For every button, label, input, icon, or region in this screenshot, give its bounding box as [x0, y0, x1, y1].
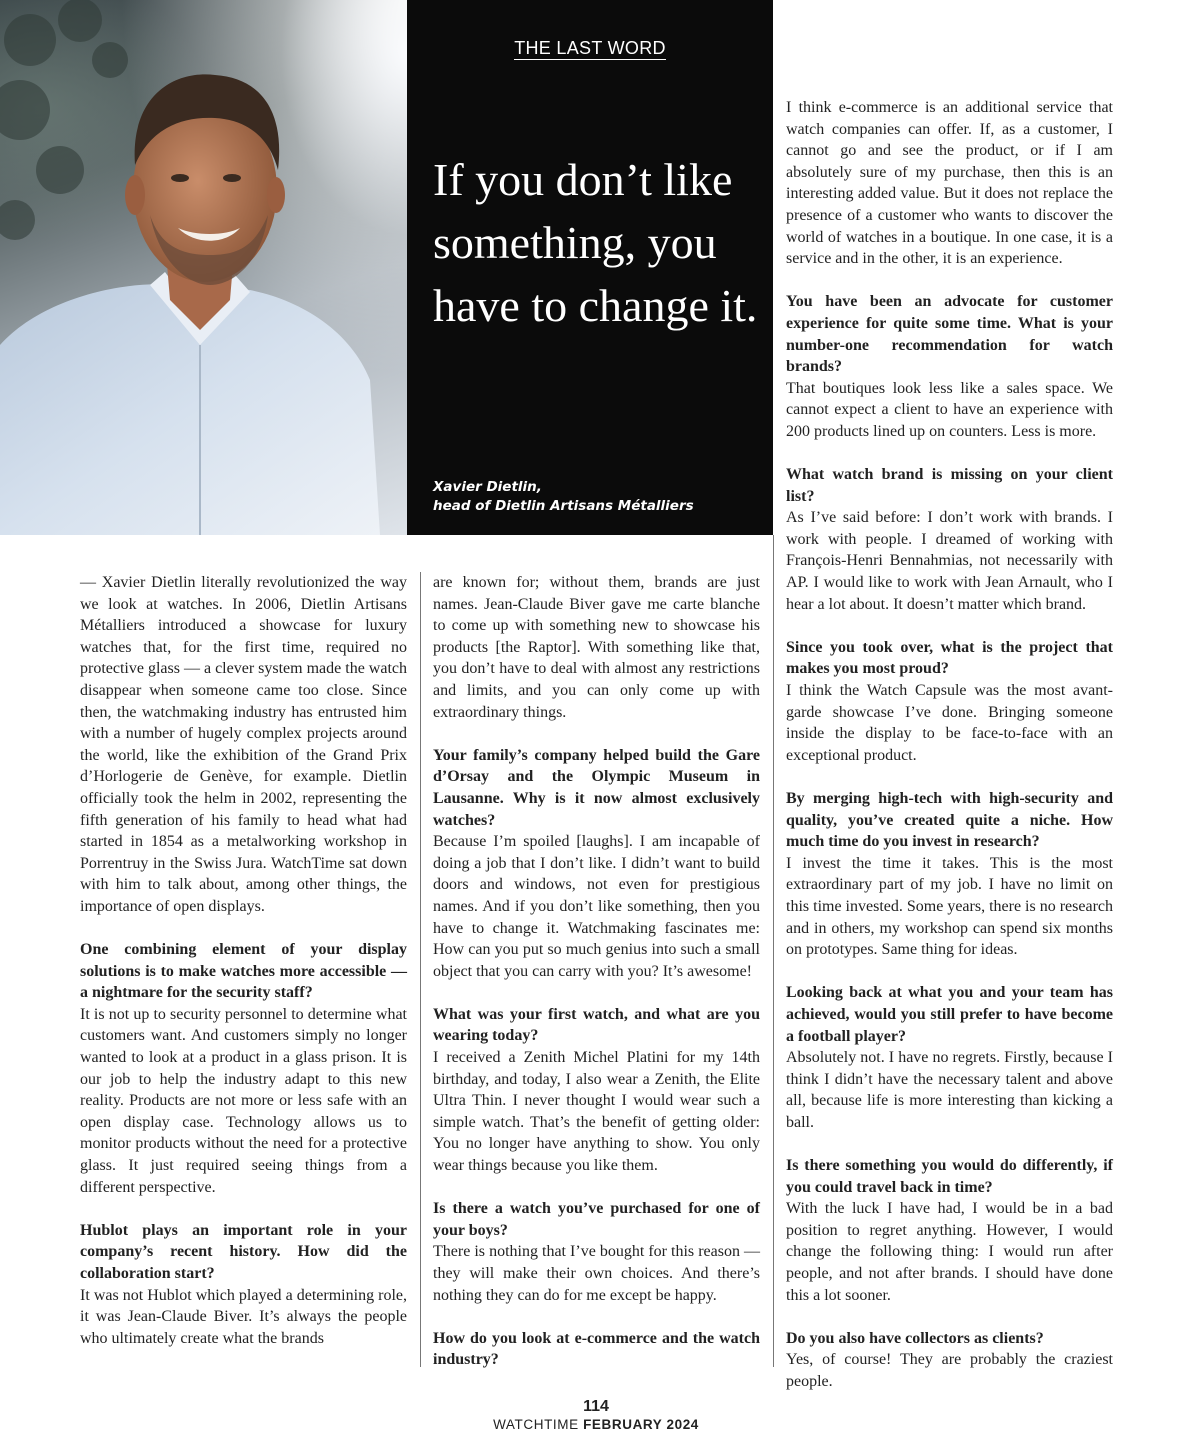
- credit-name: Xavier Dietlin,: [433, 479, 542, 495]
- interview-question: Hublot plays an important role in your company’s recent history. How did the collaboration start?: [80, 1221, 407, 1282]
- section-label-text: THE LAST WORD: [514, 38, 666, 58]
- column-divider-1: [420, 572, 421, 1367]
- quote-credit: [433, 478, 763, 516]
- interview-answer: It was not Hublot which played a determining role, it was Jean-Claude Biver. It’s always the people who ultimately create what the brands: [80, 1286, 407, 1347]
- interview-answer: I received a Zenith Michel Platini for my 14th birthday, and today, I also wear a Zenith, the Elite Ultra Thin. I never thought I would wear such a simple watch. That’s the benefit of getting older: You no longer have anything to show. You only wear things because you like them.: [433, 1049, 760, 1175]
- interview-answer: I think the Watch Capsule was the most avant-garde showcase I’ve done. Bringing someone inside the display to be face-to-face with an exceptional product.: [786, 682, 1113, 764]
- interview-answer: Yes, of course! They are probably the craziest people.: [786, 1351, 1113, 1391]
- page-footer: [0, 1398, 1192, 1434]
- issue-date: FEBRUARY 2024: [583, 1417, 699, 1432]
- column-divider-2: [773, 535, 774, 1367]
- article-column-1: [80, 572, 407, 1371]
- interview-question: How do you look at e-commerce and the watch industry?: [433, 1329, 760, 1369]
- interview-question: Since you took over, what is the project that makes you most proud?: [786, 638, 1113, 678]
- interview-question: Looking back at what you and your team has achieved, would you still prefer to have become a football player?: [786, 984, 1113, 1045]
- section-label: [407, 38, 773, 59]
- article-column-3: [786, 97, 1113, 1414]
- magazine-name: WATCHTIME: [493, 1417, 579, 1432]
- interview-question: Is there something you would do differently, if you could travel back in time?: [786, 1157, 1113, 1196]
- interview-answer: I invest the time it takes. This is the most extraordinary part of my job. I have no limit on this time invested. Some years, there is no research and in others, my workshop can spend six months on prototypes. Same thing for ideas.: [786, 854, 1114, 959]
- interview-question: You have been an advocate for customer experience for quite some time. What is your number-one recommendation for watch brands?: [786, 293, 1113, 376]
- interview-answer: It is not up to security personnel to determine what customers want. And customers simply no longer wanted to look at a product in a glass prison. It is our job to help the industry adapt to this new reality. Products are not more or less safe with an open display case. Technology allows us to monitor products without the need for a protective glass. It just required seeing things from a different perspective.: [80, 1005, 407, 1196]
- page-number: 114: [583, 1398, 609, 1415]
- article-intro: — Xavier Dietlin literally revolutionized the way we look at watches. In 2006, Dietlin Artisans Métalliers introduced a showcase for luxury watches that, for the first time, required no protective glass — a clever system made the watch disappear when someone came too close. Since then, the watchmaking industry has entrusted him with a number of hugely complex projects around the world, like the exhibition of the Grand Prix d’Horlogerie de Genève, for example. Dietlin officially took the helm in 2002, representing the fifth generation of his family to head what had started in 1854 as a metalworking workshop in Porrentruy in the Swiss Jura. WatchTime sat down with him to talk about, among other things, the importance of open displays.: [80, 574, 407, 915]
- interview-answer: I think e-commerce is an additional service that watch companies can offer. If, as a customer, I cannot go and see the product, or if I am absolutely sure of my purchase, then this is an interesting added value. But it does not replace the presence of a customer who wants to discover the world of watches in a boutique. In one case, it is a service and in the other, it is an experience.: [786, 99, 1113, 268]
- interview-question: What was your first watch, and what are you wearing today?: [433, 1005, 760, 1045]
- interview-answer: That boutiques look less like a sales space. We cannot expect a client to have an experience with 200 products lined up on counters. Less is more.: [786, 379, 1113, 440]
- interview-answer: There is nothing that I’ve bought for this reason — they will make their own choices. And there’s nothing they can do for me except be happy.: [433, 1243, 760, 1304]
- interview-answer: As I’ve said before: I don’t work with brands. I work with people. I dreamed of working with François-Henri Bennahmias, not necessarily with AP. I would like to work with Jean Arnault, who I hear a lot about. It doesn’t matter which brand.: [786, 509, 1113, 613]
- interview-question: What watch brand is missing on your client list?: [786, 466, 1113, 505]
- magazine-issue: [0, 1416, 1192, 1434]
- portrait-photo: [0, 0, 407, 535]
- interview-answer: are known for; without them, brands are just names. Jean-Claude Biver gave me carte blanche to come up with something new to showcase his products [the Raptor]. With something like that, you don’t have to deal with almost any restrictions and limits, and you can only come up with extraordinary things.: [433, 574, 760, 721]
- interview-answer: With the luck I have had, I would be in a bad position to regret anything. However, I would change the following thing: I would run after people, and not after brands. I should have done this a lot sooner.: [786, 1200, 1113, 1304]
- interview-question: One combining element of your display solutions is to make watches more accessible — a nightmare for the security staff?: [80, 941, 407, 1002]
- interview-question: Your family’s company helped build the Gare d’Orsay and the Olympic Museum in Lausanne. Why is it now almost exclusively watches?: [433, 746, 760, 829]
- interview-answer: Absolutely not. I have no regrets. Firstly, because I think I didn’t have the necessary talent and above all, because life is more interesting than kicking a ball.: [786, 1049, 1113, 1131]
- pull-quote-panel: [407, 0, 773, 535]
- interview-question: By merging high-tech with high-security and quality, you’ve created quite a niche. How much time do you invest in research?: [786, 790, 1113, 851]
- article-column-2: [433, 572, 760, 1371]
- credit-title: head of Dietlin Artisans Métalliers: [433, 498, 694, 514]
- interview-answer: Because I’m spoiled [laughs]. I am incapable of doing a job that I don’t like. I didn’t want to build doors and windows, not even for prestigious names. And if you don’t like something, then you have to change it. Watchmaking fascinates me: How can you put so much genius into such a small object that you can carry with you? It’s awesome!: [433, 833, 760, 980]
- interview-question: Do you also have collectors as clients?: [786, 1329, 1044, 1347]
- interview-question: Is there a watch you’ve purchased for one of your boys?: [433, 1200, 760, 1239]
- portrait-illustration: [0, 0, 407, 535]
- pull-quote: If you don’t like something, you have to change it.: [433, 154, 758, 331]
